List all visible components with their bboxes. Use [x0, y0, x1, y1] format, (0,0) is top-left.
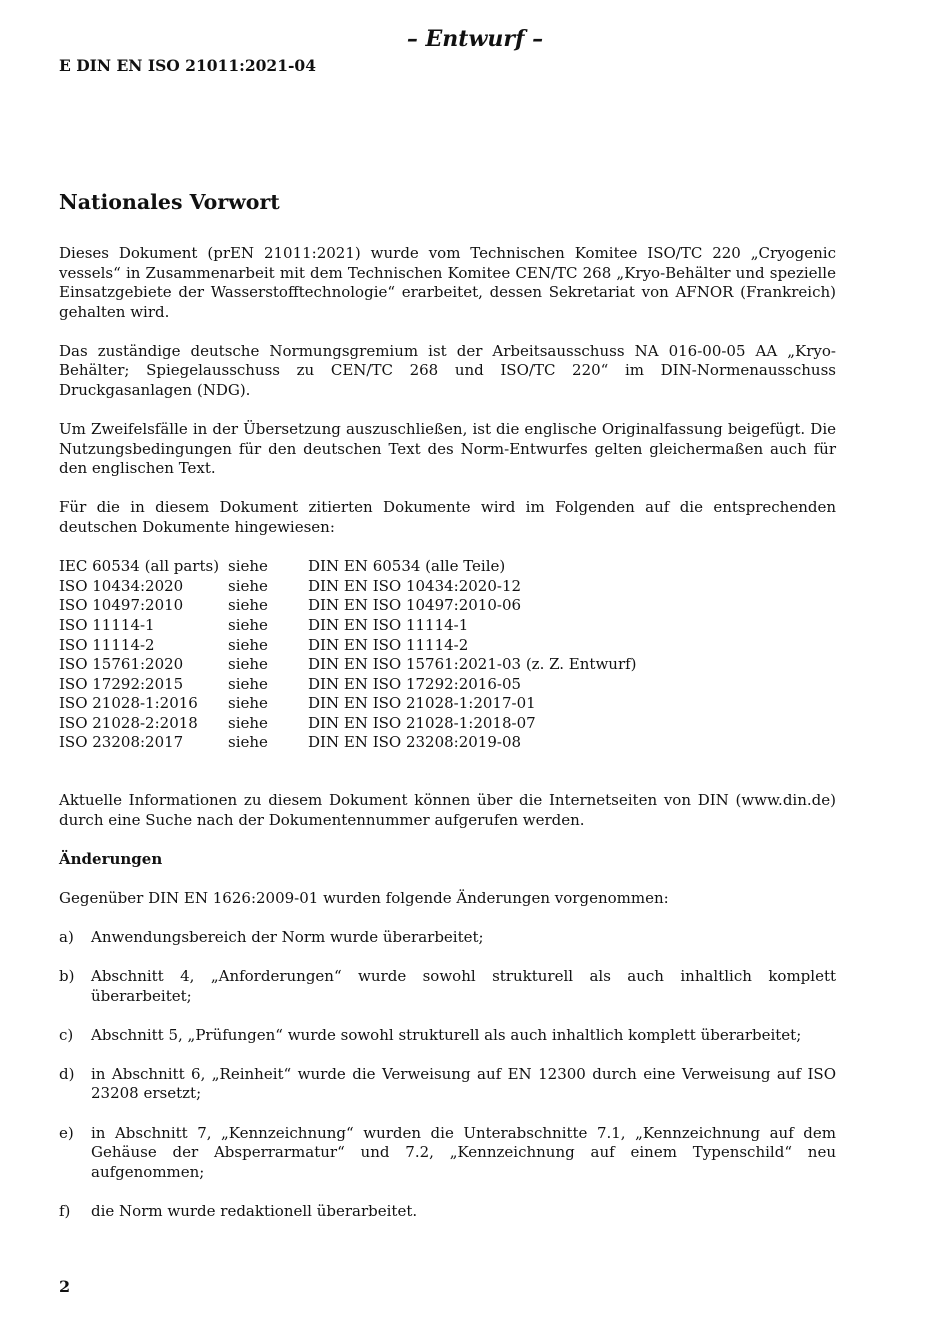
list-item	[59, 967, 836, 1006]
list-item-text: Anwendungsbereich der Norm wurde überarbeitet;	[91, 927, 484, 946]
iso-reference: ISO 11114-1	[59, 615, 155, 634]
din-reference: DIN EN ISO 21028-1:2017-01	[308, 694, 536, 713]
see-label: siehe	[228, 713, 268, 732]
see-label: siehe	[228, 733, 268, 752]
list-item-text: in Abschnitt 6, „Reinheit“ wurde die Verweisung auf EN 12300 durch eine Verweisung auf ISO 23208 ersetzt;	[91, 1064, 836, 1103]
list-item-text: Abschnitt 4, „Anforderungen“ wurde sowohl strukturell als auch inhaltlich komplett überarbeitet;	[91, 967, 836, 1005]
paragraph: Das zuständige deutsche Normungsgremium ist der Arbeitsausschuss NA 016-00-05 AA „Kryo-Behälter; Spiegelausschuss zu CEN/TC 268 und ISO/TC 220“ im DIN-Normenausschuss Druckgasanlagen (NDG).	[59, 341, 836, 400]
din-reference: DIN EN 60534 (alle Teile)	[308, 557, 506, 576]
changes-intro: Gegenüber DIN EN 1626:2009-01 wurden folgende Änderungen vorgenommen:	[59, 888, 669, 907]
iso-reference: ISO 23208:2017	[59, 733, 184, 752]
list-marker: a)	[59, 927, 74, 946]
list-marker: b)	[59, 967, 75, 986]
table-row	[59, 714, 637, 734]
list-marker: f)	[59, 1201, 71, 1220]
table-row	[59, 616, 637, 636]
iso-reference: ISO 15761:2020	[59, 655, 184, 674]
iso-reference: ISO 17292:2015	[59, 674, 184, 693]
table-row	[59, 675, 637, 695]
see-label: siehe	[228, 635, 268, 654]
din-reference: DIN EN ISO 23208:2019-08	[308, 733, 522, 752]
iso-reference: ISO 11114-2	[59, 635, 155, 654]
iso-reference: ISO 10497:2010	[59, 596, 184, 615]
iso-reference: ISO 21028-1:2016	[59, 694, 198, 713]
list-item	[59, 1026, 836, 1046]
table-row	[59, 733, 637, 753]
page-content	[59, 188, 836, 1241]
table-row	[59, 636, 637, 656]
see-label: siehe	[228, 557, 268, 576]
see-label: siehe	[228, 615, 268, 634]
din-reference: DIN EN ISO 17292:2016-05	[308, 674, 522, 693]
iso-reference: ISO 10434:2020	[59, 576, 184, 595]
table-row	[59, 557, 637, 577]
see-label: siehe	[228, 655, 268, 674]
draft-label: – Entwurf –	[406, 26, 544, 52]
table-row	[59, 577, 637, 597]
see-label: siehe	[228, 576, 268, 595]
paragraph: Um Zweifelsfälle in der Übersetzung auszuschließen, ist die englische Originalfassung beigefügt. Die Nutzungsbedingungen für den deutschen Text des Norm-Entwurfes gelten gleichermaßen auch für den englischen Text.	[59, 420, 836, 478]
din-reference: DIN EN ISO 10497:2010-06	[308, 596, 522, 615]
reference-table	[59, 557, 637, 753]
list-item-text: die Norm wurde redaktionell überarbeitet.	[91, 1201, 418, 1220]
paragraph: Für die in diesem Dokument zitierten Dokumente wird im Folgenden auf die entsprechenden deutschen Dokumente hingewiesen:	[59, 498, 836, 537]
see-label: siehe	[228, 674, 268, 693]
list-item	[59, 1065, 836, 1104]
list-item	[59, 1124, 836, 1183]
iso-reference: IEC 60534 (all parts)	[59, 557, 220, 576]
list-marker: c)	[59, 1025, 74, 1044]
list-item-text: Abschnitt 5, „Prüfungen“ wurde sowohl strukturell als auch inhaltlich komplett überarbeitet;	[91, 1025, 802, 1044]
din-reference: DIN EN ISO 11114-2	[308, 635, 469, 654]
din-reference: DIN EN ISO 10434:2020-12	[308, 576, 522, 595]
din-reference: DIN EN ISO 21028-1:2018-07	[308, 713, 536, 732]
list-item-text: in Abschnitt 7, „Kennzeichnung“ wurden die Unterabschnitte 7.1, „Kennzeichnung auf dem Gehäuse der Absperrarmatur“ und 7.2, „Kennzeichnung auf einem Typenschild“ neu aufgenommen;	[91, 1123, 836, 1181]
page-title: Nationales Vorwort	[59, 190, 280, 214]
page-number: 2	[59, 1277, 71, 1296]
list-item	[59, 928, 836, 948]
list-marker: d)	[59, 1064, 75, 1083]
document-id: E DIN EN ISO 21011:2021-04	[59, 56, 316, 75]
table-row	[59, 655, 637, 675]
table-row	[59, 694, 637, 714]
changes-list	[59, 928, 836, 1221]
paragraph: Dieses Dokument (prEN 21011:2021) wurde vom Technischen Komitee ISO/TC 220 „Cryogenic vessels“ in Zusammenarbeit mit dem Technischen Komitee CEN/TC 268 „Kryo-Behälter und spezielle Einsatzgebiete der Wasserstofftechnologie“ erarbeitet, dessen Sekretariat von AFNOR (Frankreich) gehalten wird.	[59, 244, 836, 321]
iso-reference: ISO 21028-2:2018	[59, 713, 198, 732]
see-label: siehe	[228, 694, 268, 713]
din-reference: DIN EN ISO 15761:2021-03 (z. Z. Entwurf)	[308, 655, 637, 674]
din-reference: DIN EN ISO 11114-1	[308, 615, 469, 634]
list-item	[59, 1202, 836, 1222]
table-row	[59, 596, 637, 616]
changes-heading: Änderungen	[59, 849, 163, 868]
info-paragraph: Aktuelle Informationen zu diesem Dokument können über die Internetseiten von DIN (www.din.de) durch eine Suche nach der Dokumentennummer aufgerufen werden.	[59, 791, 836, 829]
list-marker: e)	[59, 1123, 74, 1142]
see-label: siehe	[228, 596, 268, 615]
